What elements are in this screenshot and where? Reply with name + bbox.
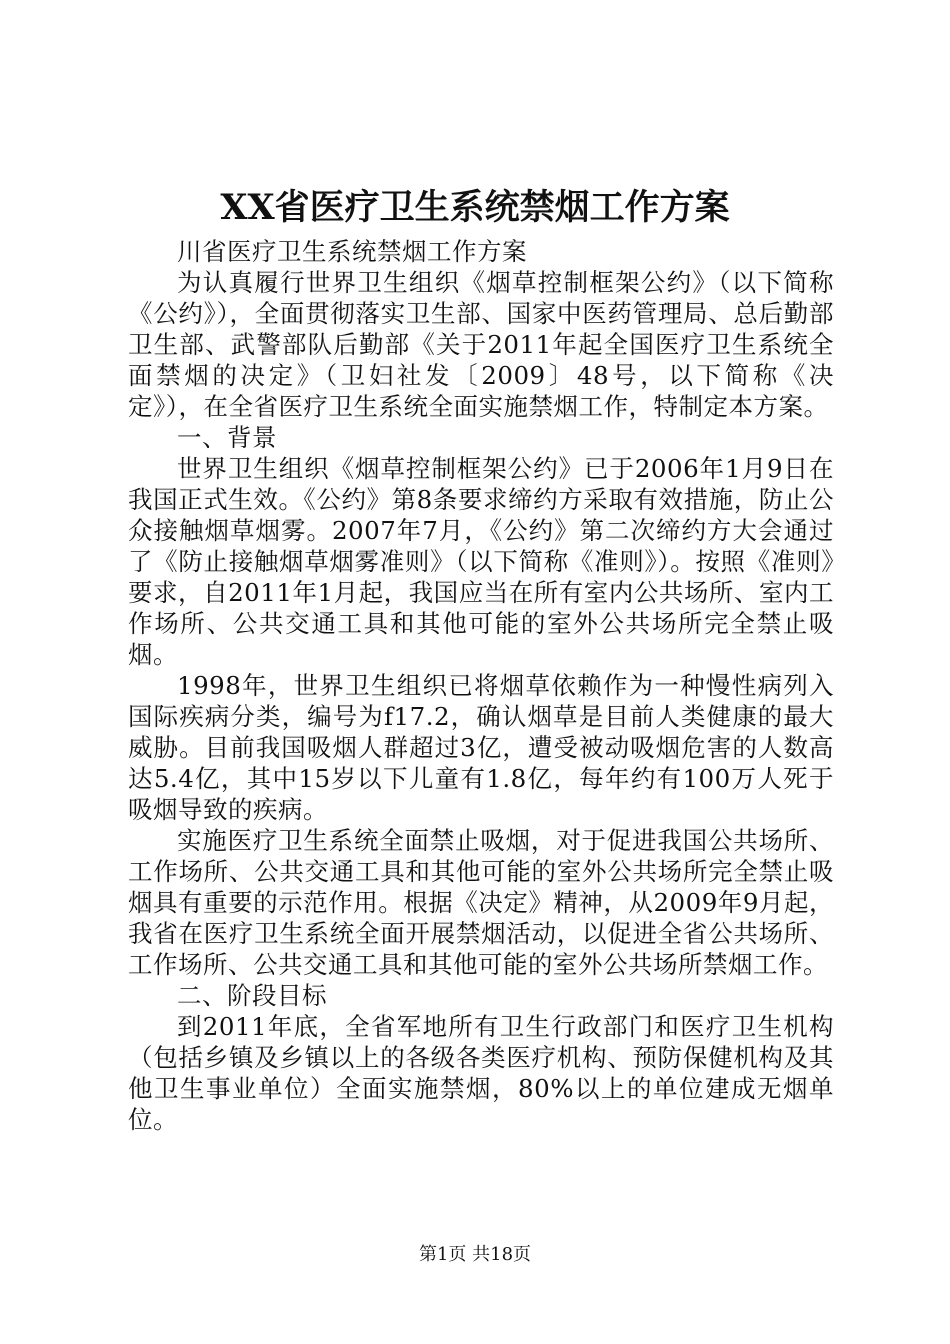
- section-heading-goals: 二、阶段目标: [177, 981, 327, 1010]
- paragraph-subtitle: 川省医疗卫生系统禁烟工作方案: [177, 237, 527, 266]
- paragraph-background-1: 世界卫生组织《烟草控制框架公约》已于2006年1月9日在我国正式生效。《公约》第8条要求缔约方采取有效措施，防止公众接触烟草烟雾。2007年7月，《公约》第二次缔约方大会通过了《防止接触烟草烟雾准则》（以下简称《准则》）。按照《准则》要求，自2011年1月起，我国应当在所有室内公共场所、室内工作场所、公共交通工具和其他可能的室外公共场所完全禁止吸烟。: [128, 454, 834, 669]
- section-heading-background: 一、背景: [177, 423, 277, 452]
- paragraph-intro: 为认真履行世界卫生组织《烟草控制框架公约》（以下简称《公约》），全面贯彻落实卫生部、国家中医药管理局、总后勤部卫生部、武警部队后勤部《关于2011年起全国医疗卫生系统全面禁烟的决定》（卫妇社发〔2009〕48号，以下简称《决定》），在全省医疗卫生系统全面实施禁烟工作，特制定本方案。: [128, 268, 834, 421]
- paragraph-goals-1: 到2011年底，全省军地所有卫生行政部门和医疗卫生机构（包括乡镇及乡镇以上的各级各类医疗机构、预防保健机构及其他卫生事业单位）全面实施禁烟，80%以上的单位建成无烟单位。: [128, 1012, 834, 1134]
- document-body: [128, 236, 834, 1135]
- paragraph-background-2: 1998年，世界卫生组织已将烟草依赖作为一种慢性病列入国际疾病分类，编号为f17.2，确认烟草是目前人类健康的最大威胁。目前我国吸烟人群超过3亿，遭受被动吸烟危害的人数高达5.4亿，其中15岁以下儿童有1.8亿，每年约有100万人死于吸烟导致的疾病。: [128, 671, 834, 824]
- paragraph-background-3: 实施医疗卫生系统全面禁止吸烟，对于促进我国公共场所、工作场所、公共交通工具和其他可能的室外公共场所完全禁止吸烟具有重要的示范作用。根据《决定》精神，从2009年9月起，我省在医疗卫生系统全面开展禁烟活动，以促进全省公共场所、工作场所、公共交通工具和其他可能的室外公共场所禁烟工作。: [128, 826, 834, 979]
- page-number: 第1页 共18页: [418, 1244, 532, 1265]
- document-title: XX省医疗卫生系统禁烟工作方案: [220, 187, 730, 228]
